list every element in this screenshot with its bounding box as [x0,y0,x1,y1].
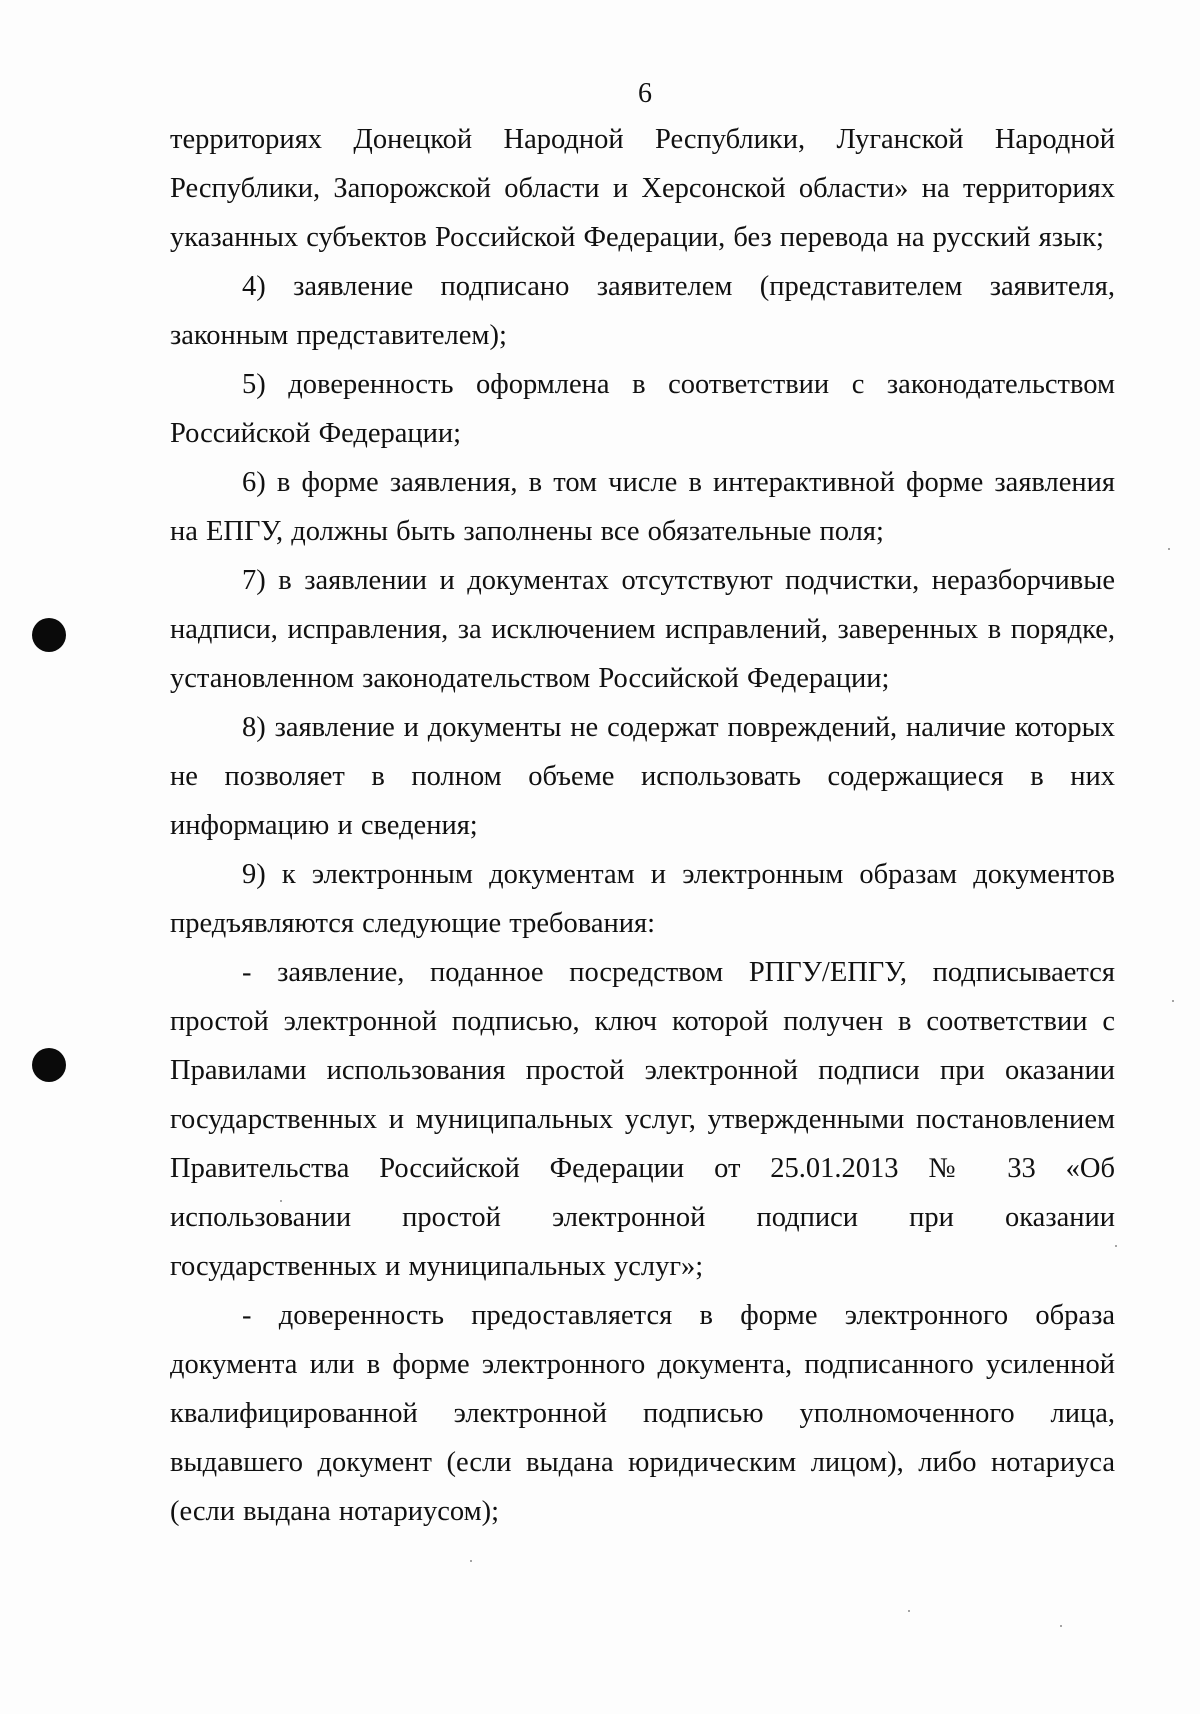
paragraph-8: - заявление, поданное посредством РПГУ/ЕПГУ, подписывается простой электронной подписью, ключ которой получен в соответствии с Правилами использования простой электронной подписи при оказании государственных и муниципальных услуг, утвержденными постановлением Правительства Российской Федерации от 25.01.2013 № 33 «Об использовании простой электронной подписи при оказании государственных и муниципальных услуг»; [170,957,1115,1282]
paragraph-7: 9) к электронным документам и электронным образам документов предъявляются следующие требования: [170,859,1115,939]
paragraph-4: 6) в форме заявления, в том числе в интерактивной форме заявления на ЕПГУ, должны быть заполнены все обязательные поля; [170,467,1115,547]
paragraph-2: 4) заявление подписано заявителем (представителем заявителя, законным представителем); [170,271,1115,351]
scan-speck [1060,1625,1062,1627]
scan-speck [1115,1245,1117,1247]
paragraph-9: - доверенность предоставляется в форме электронного образа документа или в форме электронного документа, подписанного усиленной квалифицированной электронной подписью уполномоченного лица, выдавшего документ (если выдана юридическим лицом), либо нотариуса (если выдана нотариусом); [170,1300,1115,1527]
scan-speck [1168,548,1170,550]
paragraph-1: территориях Донецкой Народной Республики, Луганской Народной Республики, Запорожской области и Херсонской области» на территориях указанных субъектов Российской Федерации, без перевода на русский язык; [170,124,1115,253]
page-number: 6 [638,78,652,109]
paragraph-5: 7) в заявлении и документах отсутствуют подчистки, неразборчивые надписи, исправления, за исключением исправлений, заверенных в порядке, установленном законодательством Российской Федерации; [170,565,1115,694]
scan-speck [908,1610,910,1612]
document-body [170,115,1115,1536]
scan-speck [470,1560,472,1562]
paragraph-6: 8) заявление и документы не содержат повреждений, наличие которых не позволяет в полном объеме использовать содержащиеся в них информацию и сведения; [170,712,1115,841]
punch-hole-bottom [32,1048,66,1082]
scan-speck [1172,1000,1174,1002]
paragraph-3: 5) доверенность оформлена в соответствии с законодательством Российской Федерации; [170,369,1115,449]
punch-hole-top [32,618,66,652]
scan-speck [280,1200,282,1202]
